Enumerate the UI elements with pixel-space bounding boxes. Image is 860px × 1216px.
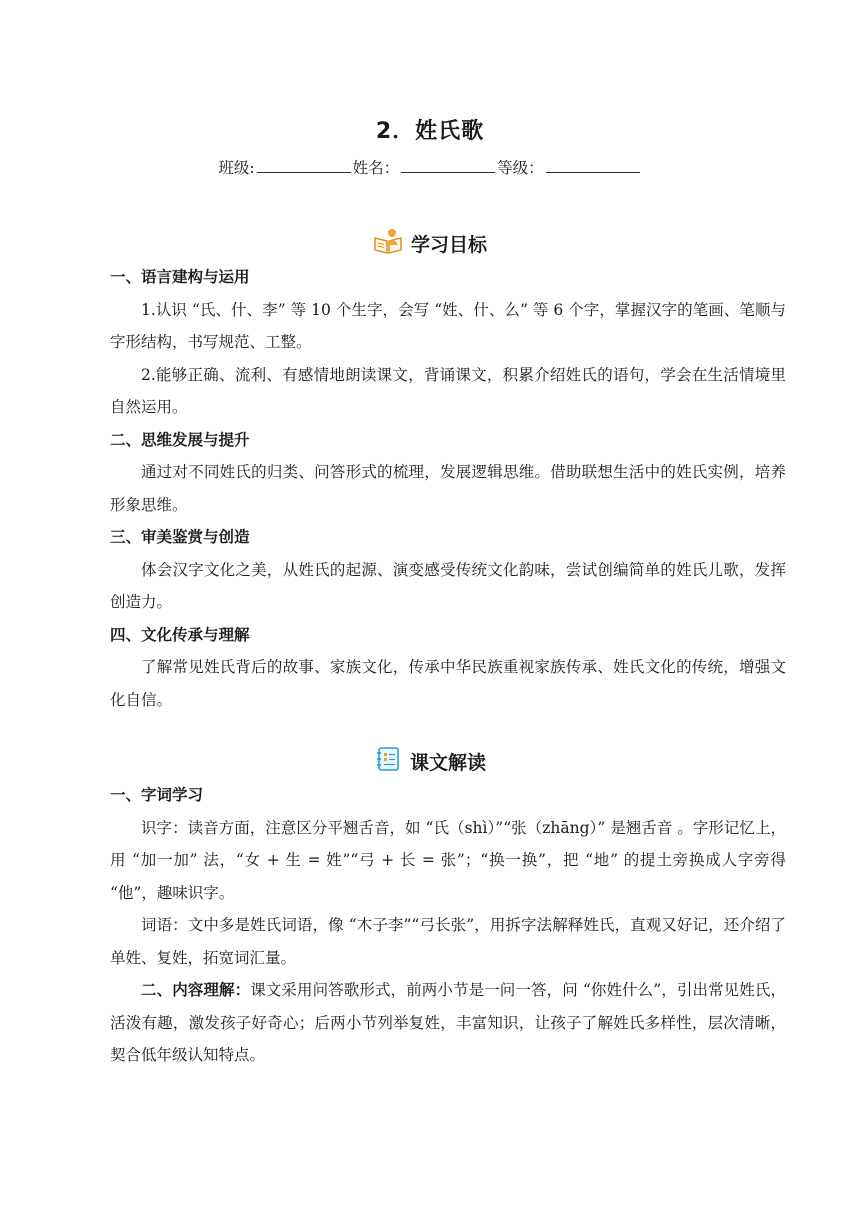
name-label: 姓名：	[352, 159, 400, 177]
notebook-list-icon	[374, 745, 402, 778]
section-title-objectives: 学习目标	[410, 234, 487, 256]
name-blank[interactable]	[401, 158, 495, 173]
section-title-interpretation: 课文解读	[409, 752, 486, 774]
class-label: 班级:	[218, 159, 255, 177]
subhead-thinking: 二、思维发展与提升	[110, 430, 250, 449]
interpretation-content	[110, 779, 786, 1072]
content-understanding-lead: 二、内容理解：	[141, 981, 251, 999]
section-heading-objectives	[0, 228, 860, 259]
section-heading-interpretation	[0, 745, 860, 778]
subhead-aesthetics: 三、审美鉴赏与创造	[110, 528, 250, 546]
objective-paragraph-thinking: 通过对不同姓氏的归类、问答形式的梳理，发展逻辑思维。借助联想生活中的姓氏实例，培养形象思维。	[110, 463, 786, 514]
grade-blank[interactable]	[546, 158, 640, 173]
objective-paragraph-aesthetics: 体会汉字文化之美，从姓氏的起源、演变感受传统文化韵味，尝试创编简单的姓氏儿歌，发挥创造力。	[110, 560, 786, 611]
objective-paragraph-culture: 了解常见姓氏背后的故事、家族文化，传承中华民族重视家族传承、姓氏文化的传统，增强文化自信。	[110, 658, 786, 709]
objective-paragraph-2: 2.能够正确、流利、有感情地朗读课文，背诵课文，积累介绍姓氏的语句，学会在生活情境里自然运用。	[110, 365, 786, 416]
page-title: 2．姓氏歌	[375, 119, 485, 144]
student-info-line	[0, 156, 860, 178]
vocabulary-paragraph-2: 词语：文中多是姓氏词语，像 “木子李”“弓长张”，用拆字法解释姓氏，直观又好记，还介绍了单姓、复姓，拓宽词汇量。	[110, 916, 786, 967]
subhead-vocabulary: 一、字词学习	[110, 786, 204, 804]
vocabulary-paragraph-1: 识字：读音方面，注意区分平翘舌音，如 “氏（shì）”“张（zhāng）” 是翘舌音 。字形记忆上，用 “加一加” 法，“女 + 生 = 姓”“弓 + 长 = 张”；“换一换”，把 “地” 的提土旁换成人字旁得 “他”，趣味识字。	[110, 818, 786, 902]
subhead-culture: 四、文化传承与理解	[110, 625, 250, 644]
grade-label: 等级：	[497, 159, 544, 177]
objectives-content	[110, 261, 786, 716]
objective-paragraph-1: 1.认识 “氏、什、李” 等 10 个生字，会写 “姓、什、么” 等 6 个字，掌握汉字的笔画、笔顺与字形结构，书写规范、工整。	[110, 300, 786, 351]
content-understanding-text: 课文采用问答歌形式，前两小节是一问一答，问 “你姓什么”，引出常见姓氏，活泼有趣，激发孩子好奇心；后两小节列举复姓，丰富知识，让孩子了解姓氏多样性，层次清晰，契合低年级认知特点。	[110, 981, 786, 1064]
reading-person-icon	[373, 228, 403, 259]
subhead-language: 一、语言建构与运用	[110, 268, 250, 286]
content-understanding-paragraph	[110, 974, 786, 1072]
class-blank[interactable]	[257, 158, 351, 173]
